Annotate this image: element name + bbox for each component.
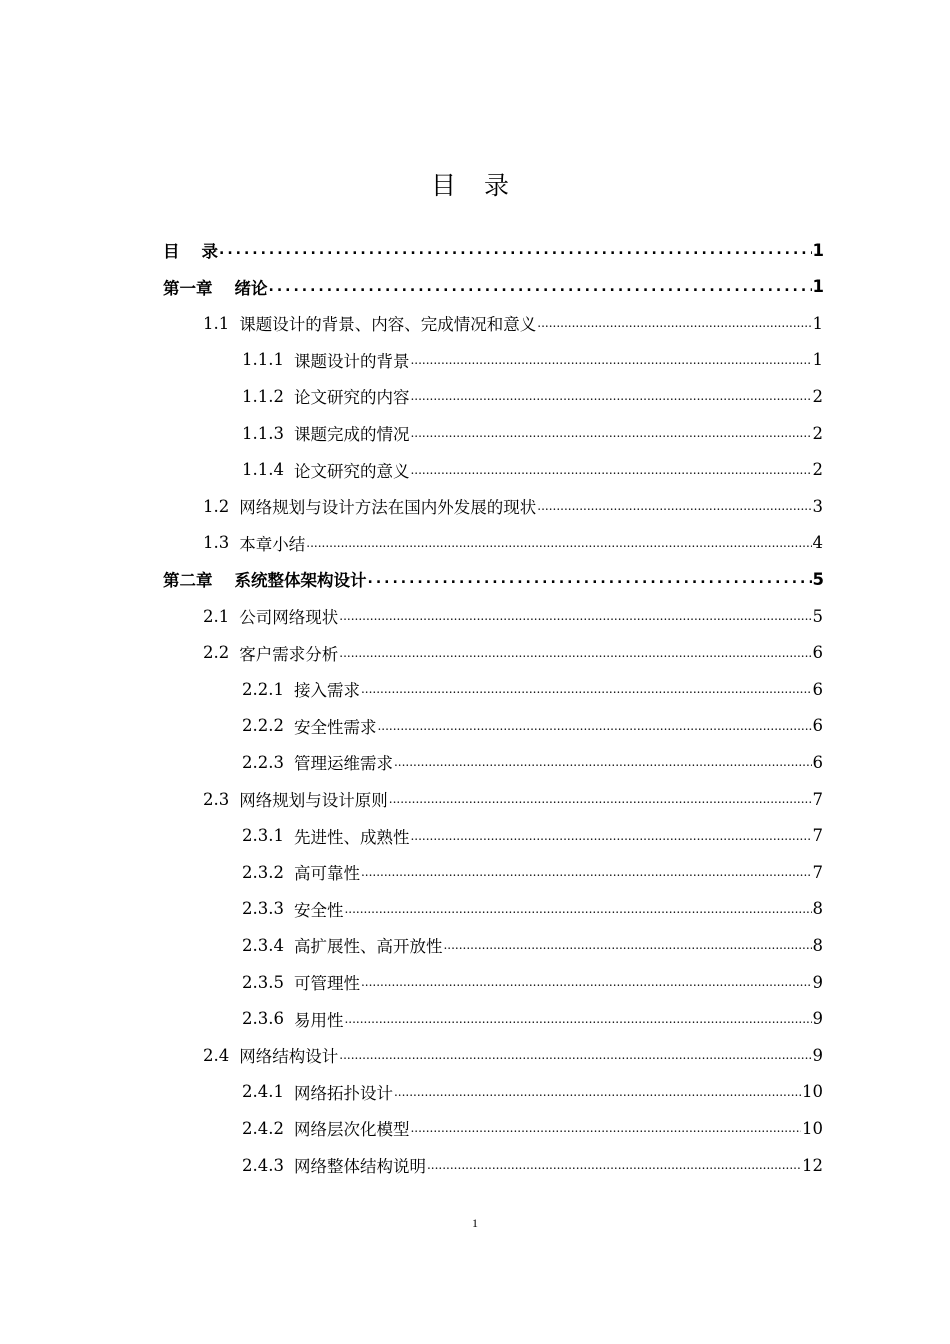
toc-entry-page: 7: [812, 826, 823, 846]
toc-entry-title: 安全性: [293, 900, 344, 920]
toc-entry-page: 6: [812, 752, 823, 772]
toc-entry[interactable]: [203, 488, 823, 524]
toc-entry-page: 6: [812, 679, 823, 699]
dot-leader: [269, 280, 812, 294]
dot-leader: [361, 975, 812, 989]
toc-entry[interactable]: [242, 708, 823, 744]
dot-leader: [410, 426, 811, 440]
toc-entry-title: 绪论: [234, 278, 268, 298]
toc-entry-title: 网络整体结构说明: [293, 1157, 426, 1176]
toc-entry-title: 论文研究的内容: [293, 388, 410, 408]
toc-entry-page: 1: [812, 350, 823, 370]
dot-leader: [389, 792, 812, 806]
toc-entry[interactable]: [242, 964, 823, 1000]
page-number: 1: [472, 1216, 478, 1230]
toc-entry-number: 1.1.2: [242, 386, 284, 406]
toc-entry[interactable]: [242, 671, 823, 707]
dot-leader: [361, 865, 812, 879]
toc-entry[interactable]: [242, 342, 823, 378]
dot-leader: [344, 902, 811, 916]
dot-leader: [410, 353, 811, 367]
toc-entry-title: 课题完成的情况: [293, 425, 410, 444]
dot-leader: [410, 1121, 801, 1135]
page-title: 目 录: [431, 171, 519, 200]
toc-entry-title: 安全性需求: [293, 717, 377, 737]
dot-leader: [306, 536, 811, 550]
toc-entry-number: 1.1.3: [242, 423, 284, 443]
toc-entry-number: 2.4.2: [242, 1118, 284, 1138]
dot-leader: [339, 609, 811, 623]
toc-entry[interactable]: [242, 854, 823, 890]
toc-entry-page: 1: [812, 240, 824, 260]
toc-entry-number: 目: [163, 242, 180, 261]
toc-entry-page: 5: [812, 606, 823, 626]
dot-leader: [410, 463, 811, 477]
dot-leader: [410, 829, 811, 843]
toc-entry[interactable]: [242, 927, 823, 963]
toc-entry-title: 录: [201, 242, 218, 261]
toc-entry-title: 公司网络现状: [239, 608, 339, 627]
toc-entry-page: 1: [812, 277, 824, 297]
dot-leader: [410, 389, 811, 403]
toc-entry-number: 2.1: [203, 606, 230, 626]
toc-entry-number: 2.3: [203, 789, 230, 809]
toc-entry-number: 1.2: [203, 496, 230, 516]
toc-entry-title: 高可靠性: [293, 864, 360, 884]
toc-entry-page: 1: [812, 313, 823, 333]
toc-entry-title: 网络规划与设计方法在国内外发展的现状: [239, 498, 537, 518]
toc-entry-number: 2.2: [203, 643, 230, 663]
dot-leader: [339, 1048, 811, 1062]
toc-entry-title: 本章小结: [239, 534, 306, 554]
toc-entry-number: 2.3.3: [242, 899, 284, 919]
toc-entry-page: 6: [812, 716, 823, 736]
toc-entry-title: 系统整体架构设计: [234, 571, 367, 591]
dot-leader: [537, 316, 811, 330]
toc-entry-number: 第二章: [163, 571, 213, 591]
toc-entry-number: 2.2.1: [242, 679, 284, 699]
toc-entry[interactable]: [203, 525, 823, 561]
toc-entry-number: 2.3.2: [242, 862, 284, 882]
toc-entry[interactable]: [203, 598, 823, 634]
toc-entry-page: 6: [812, 643, 823, 663]
toc-entry-title: 高扩展性、高开放性: [293, 937, 443, 957]
toc-entry[interactable]: [203, 781, 823, 817]
toc-entry-title: 网络规划与设计原则: [239, 791, 388, 810]
toc-entry-title: 接入需求: [293, 681, 360, 701]
toc-entry[interactable]: [203, 305, 823, 341]
toc-entry-title: 客户需求分析: [239, 644, 339, 664]
dot-leader: [339, 646, 811, 660]
toc-entry-number: 1.1.1: [242, 350, 284, 370]
toc-entry-page: 7: [812, 789, 823, 809]
toc-entry[interactable]: [242, 1147, 823, 1183]
toc-entry-number: 2.2.2: [242, 716, 284, 736]
toc-entry-number: 1.1: [203, 313, 230, 333]
toc-entry-title: 先进性、成熟性: [293, 827, 410, 847]
toc-entry[interactable]: [242, 452, 823, 488]
toc-entry-title: 网络结构设计: [239, 1047, 339, 1067]
toc-entry-title: 课题设计的背景: [293, 351, 410, 371]
toc-entry-title: 管理运维需求: [293, 754, 393, 774]
toc-entry-number: 2.3.5: [242, 972, 284, 992]
toc-entry-title: 可管理性: [293, 974, 360, 993]
toc-entry-page: 10: [802, 1118, 823, 1138]
toc-entry-page: 2: [812, 423, 823, 443]
toc-entry-title: 课题设计的背景、内容、完成情况和意义: [239, 315, 537, 335]
toc-entry[interactable]: [242, 1001, 823, 1037]
dot-leader: [427, 1158, 801, 1172]
toc-entry[interactable]: [242, 891, 823, 927]
toc-entry-title: 网络拓扑设计: [293, 1083, 393, 1103]
toc-entry-page: 3: [812, 496, 823, 516]
toc-entry[interactable]: [203, 635, 823, 671]
toc-entry-number: 第一章: [163, 278, 213, 298]
toc-entry[interactable]: [203, 1037, 823, 1073]
toc-entry[interactable]: [242, 818, 823, 854]
toc-entry-title: 论文研究的意义: [293, 461, 410, 481]
toc-entry[interactable]: [242, 744, 823, 780]
dot-leader: [344, 1012, 811, 1026]
toc-entry[interactable]: [242, 1110, 823, 1146]
toc-entry-number: 2.4.3: [242, 1155, 284, 1175]
dot-leader: [219, 243, 812, 257]
dot-leader: [361, 682, 812, 696]
toc-entry-number: 2.3.4: [242, 935, 284, 955]
toc-entry-page: 2: [812, 386, 823, 406]
toc-entry-number: 2.3.6: [242, 1009, 284, 1029]
dot-leader: [537, 499, 811, 513]
toc-entry-page: 10: [802, 1082, 823, 1102]
toc-entry-page: 9: [812, 972, 823, 992]
toc-entry-number: 2.4: [203, 1045, 230, 1065]
toc-entry[interactable]: [242, 1074, 823, 1110]
toc-entry-page: 4: [812, 533, 823, 553]
toc-entry-number: 2.2.3: [242, 752, 284, 772]
toc-entry[interactable]: [163, 232, 824, 268]
dot-leader: [394, 1085, 801, 1099]
toc-entry-page: 7: [812, 862, 823, 882]
dot-leader: [443, 938, 811, 952]
dot-leader: [377, 719, 811, 733]
toc-entry-number: 1.3: [203, 533, 230, 553]
toc-entry[interactable]: [163, 269, 824, 305]
toc-entry-title: 网络层次化模型: [293, 1120, 410, 1140]
toc-entry-page: 8: [812, 935, 823, 955]
toc-entry-page: 5: [812, 569, 824, 589]
dot-leader: [394, 755, 812, 769]
toc-entry-page: 8: [812, 899, 823, 919]
toc-entry[interactable]: [163, 561, 824, 597]
dot-leader: [368, 572, 812, 586]
toc-entry-page: 2: [812, 460, 823, 480]
toc-entry-number: 2.3.1: [242, 826, 284, 846]
toc-entry-number: 2.4.1: [242, 1082, 284, 1102]
toc-entry-page: 9: [812, 1045, 823, 1065]
toc-entry[interactable]: [242, 378, 823, 414]
toc-entry[interactable]: [242, 415, 823, 451]
toc-entry-title: 易用性: [293, 1010, 344, 1030]
toc-entry-page: 9: [812, 1009, 823, 1029]
toc-entry-number: 1.1.4: [242, 460, 284, 480]
toc-entry-page: 12: [802, 1155, 823, 1175]
